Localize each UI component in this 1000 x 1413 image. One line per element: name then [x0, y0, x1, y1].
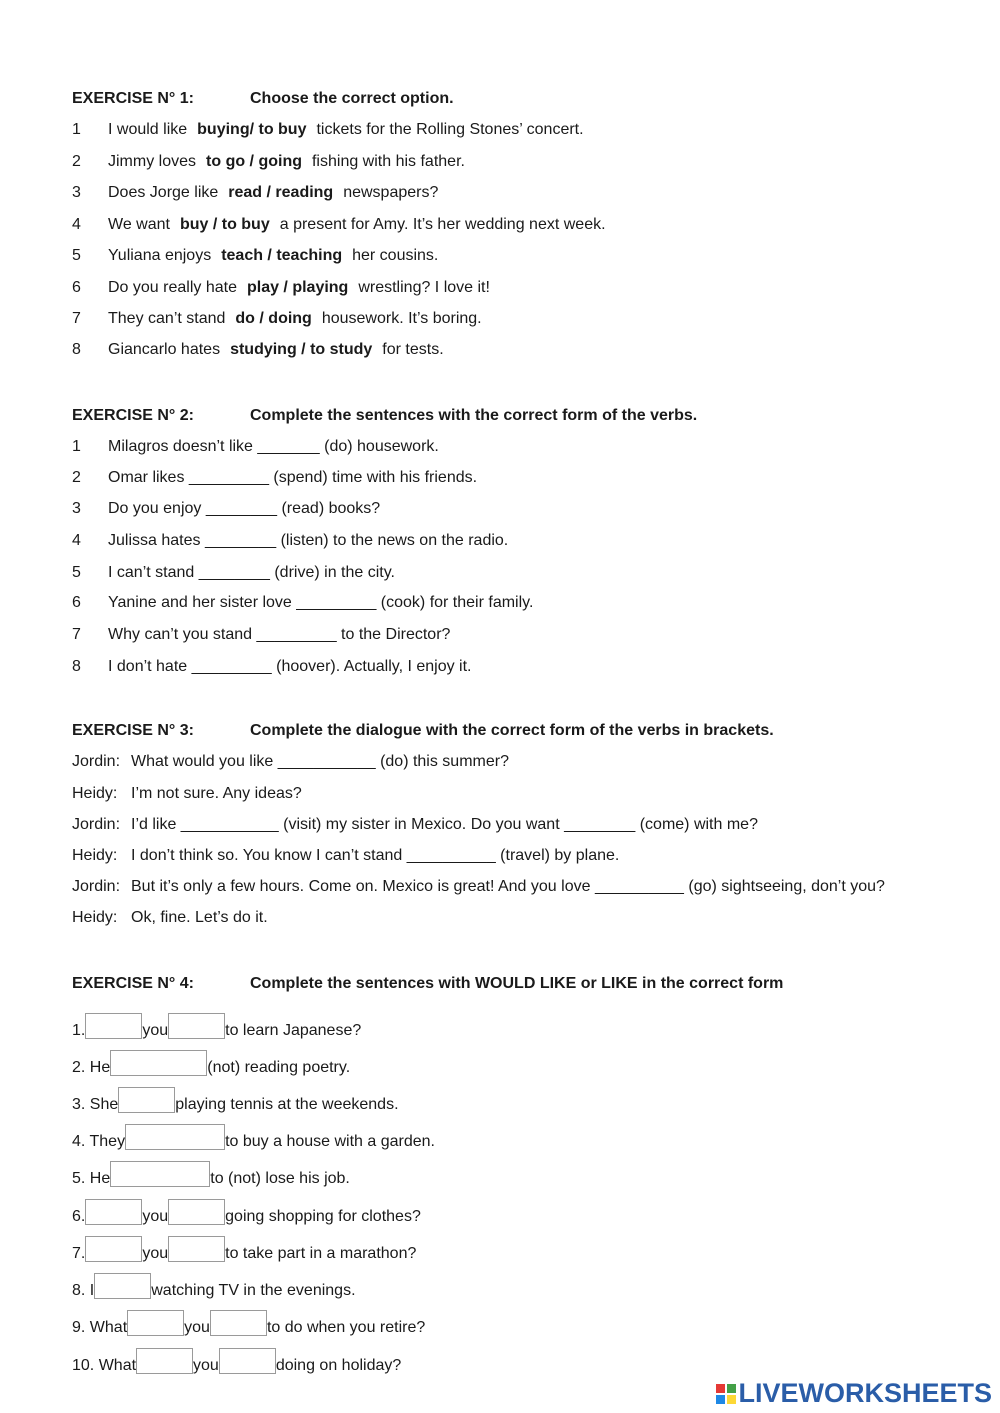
item-text: I don’t hate _________ (hoover). Actually, I enjoy it. [108, 658, 472, 675]
answer-box[interactable] [125, 1124, 225, 1150]
item-text: housework. It’s boring. [321, 310, 482, 327]
liveworksheets-logo [716, 1378, 992, 1409]
dialogue-text: I don’t think so. You know I can’t stand __________ (travel) by plane. [131, 847, 620, 864]
answer-box[interactable] [168, 1199, 225, 1225]
dialogue-line [72, 785, 302, 803]
item-number: 8 [72, 658, 81, 675]
item-text: fishing with his father. [311, 153, 465, 170]
item-text: 7. [72, 1245, 86, 1262]
item-text: Does Jorge like [108, 184, 219, 201]
answer-box[interactable] [85, 1199, 142, 1225]
exercise-1-instruction: Choose the correct option. [250, 90, 454, 107]
answer-box[interactable] [85, 1013, 142, 1039]
logo-square [727, 1395, 736, 1404]
speaker: Heidy: [72, 909, 118, 926]
item-text: I can’t stand ________ (drive) in the city. [108, 564, 395, 581]
ex1-item [72, 121, 584, 139]
answer-box[interactable] [210, 1310, 267, 1336]
item-number: 4 [72, 216, 81, 233]
exercise-4-heading [72, 975, 783, 993]
speaker: Heidy: [72, 847, 118, 864]
item-number: 1 [72, 438, 81, 455]
dialogue-line [72, 816, 758, 834]
item-text: to do when you retire? [266, 1319, 426, 1336]
item-text: Yuliana enjoys [108, 247, 212, 264]
answer-box[interactable] [94, 1273, 151, 1299]
item-text: Milagros doesn’t like _______ (do) housework. [108, 438, 439, 455]
item-text: 1. [72, 1022, 86, 1039]
exercise-1-heading [72, 90, 454, 108]
ex4-item [72, 1236, 416, 1263]
item-text: They can’t stand [108, 310, 226, 327]
item-number: 5 [72, 247, 81, 264]
item-number: 3 [72, 500, 81, 517]
answer-box[interactable] [219, 1348, 276, 1374]
item-text: watching TV in the evenings. [151, 1282, 356, 1299]
dialogue-text: But it’s only a few hours. Come on. Mexico is great! And you love __________ (go) sightseeing, don’t you? [131, 878, 885, 895]
ex4-item [72, 1013, 361, 1040]
ex4-item [72, 1050, 350, 1077]
ex4-item [72, 1348, 401, 1375]
item-text: newspapers? [343, 184, 439, 201]
exercise-3-label: EXERCISE N° 3: [72, 722, 194, 739]
answer-box[interactable] [110, 1050, 207, 1076]
logo-square [727, 1384, 736, 1393]
exercise-1-label: EXERCISE N° 1: [72, 90, 194, 107]
ex4-item [72, 1087, 399, 1114]
item-text: 4. They [72, 1133, 126, 1150]
item-text: tickets for the Rolling Stones’ concert. [316, 121, 584, 138]
item-text: 8. I [72, 1282, 95, 1299]
ex1-item [72, 184, 438, 202]
item-options: teach / teaching [221, 247, 343, 264]
dialogue-text: Ok, fine. Let’s do it. [131, 909, 268, 926]
item-text: to (not) lose his job. [210, 1170, 350, 1187]
item-number: 3 [72, 184, 81, 201]
exercise-4-instruction: Complete the sentences with WOULD LIKE or LIKE in the correct form [250, 975, 784, 992]
logo-square [716, 1384, 725, 1393]
item-text: 2. He [72, 1059, 111, 1076]
speaker: Heidy: [72, 785, 118, 802]
item-text: you [193, 1357, 219, 1374]
item-text: (not) reading poetry. [207, 1059, 351, 1076]
item-text: I would like [108, 121, 188, 138]
ex1-item [72, 153, 465, 171]
item-number: 6 [72, 279, 81, 296]
dialogue-line [72, 909, 268, 927]
item-options: studying / to study [230, 341, 373, 358]
ex1-item [72, 310, 482, 328]
ex2-item [72, 594, 533, 612]
item-text: 10. What [72, 1357, 137, 1374]
dialogue-line [72, 878, 885, 896]
item-text: 9. What [72, 1319, 128, 1336]
speaker: Jordin: [72, 753, 121, 770]
ex4-item [72, 1161, 350, 1188]
ex4-item [72, 1310, 425, 1337]
item-text: playing tennis at the weekends. [175, 1096, 399, 1113]
item-text: Do you enjoy ________ (read) books? [108, 500, 381, 517]
item-number: 2 [72, 469, 81, 486]
dialogue-text: I’d like ___________ (visit) my sister in Mexico. Do you want ________ (come) with me? [131, 816, 758, 833]
answer-box[interactable] [136, 1348, 193, 1374]
item-text: you [184, 1319, 210, 1336]
item-text: to learn Japanese? [225, 1022, 362, 1039]
ex4-item [72, 1124, 435, 1151]
ex2-item [72, 469, 477, 487]
ex2-item [72, 500, 380, 518]
item-number: 8 [72, 341, 81, 358]
ex1-item [72, 216, 606, 234]
answer-box[interactable] [168, 1013, 225, 1039]
item-text: you [142, 1245, 169, 1262]
logo-square [716, 1395, 725, 1404]
dialogue-text: What would you like ___________ (do) this summer? [131, 753, 509, 770]
item-text: Jimmy loves [108, 153, 197, 170]
dialogue-text: I’m not sure. Any ideas? [131, 785, 302, 802]
item-options: buying/ to buy [197, 121, 307, 138]
exercise-3-instruction: Complete the dialogue with the correct form of the verbs in brackets. [250, 722, 774, 739]
logo-icon [716, 1384, 736, 1404]
item-number: 7 [72, 626, 81, 643]
speaker: Jordin: [72, 878, 121, 895]
ex4-item [72, 1273, 356, 1300]
item-options: play / playing [246, 279, 349, 296]
item-number: 7 [72, 310, 81, 327]
item-text: Yanine and her sister love _________ (cook) for their family. [108, 594, 534, 611]
item-number: 6 [72, 594, 81, 611]
exercise-2-heading [72, 407, 697, 425]
ex2-item [72, 564, 395, 582]
ex2-item [72, 438, 439, 456]
item-text: Julissa hates ________ (listen) to the news on the radio. [108, 532, 509, 549]
item-text: 5. He [72, 1170, 111, 1187]
item-text: a present for Amy. It’s her wedding next week. [279, 216, 606, 233]
answer-box[interactable] [85, 1236, 142, 1262]
ex2-item [72, 658, 472, 676]
item-text: for tests. [382, 341, 444, 358]
item-text: Why can’t you stand _________ to the Director? [108, 626, 451, 643]
item-text: We want [108, 216, 170, 233]
ex2-item [72, 626, 450, 644]
item-text: Do you really hate [108, 279, 237, 296]
speaker: Jordin: [72, 816, 121, 833]
item-text: to take part in a marathon? [225, 1245, 417, 1262]
item-options: to go / going [206, 153, 302, 170]
ex1-item [72, 247, 438, 265]
item-number: 4 [72, 532, 81, 549]
item-text: Giancarlo hates [108, 341, 221, 358]
ex4-item [72, 1199, 421, 1226]
item-options: do / doing [235, 310, 312, 327]
item-text: you [142, 1208, 169, 1225]
item-text: you [142, 1022, 169, 1039]
item-number: 2 [72, 153, 81, 170]
item-text: Omar likes _________ (spend) time with his friends. [108, 469, 478, 486]
answer-box[interactable] [110, 1161, 210, 1187]
item-text: 3. She [72, 1096, 119, 1113]
item-number: 5 [72, 564, 81, 581]
item-options: read / reading [228, 184, 334, 201]
exercise-2-instruction: Complete the sentences with the correct form of the verbs. [250, 407, 698, 424]
item-text: 6. [72, 1208, 86, 1225]
ex1-item [72, 341, 444, 359]
item-text: to buy a house with a garden. [225, 1133, 435, 1150]
item-text: wrestling? I love it! [358, 279, 490, 296]
ex2-item [72, 532, 508, 550]
exercise-4-label: EXERCISE N° 4: [72, 975, 194, 992]
answer-box[interactable] [127, 1310, 184, 1336]
item-text: going shopping for clothes? [225, 1208, 421, 1225]
logo-text: LIVEWORKSHEETS [738, 1378, 992, 1408]
item-number: 1 [72, 121, 81, 138]
item-options: buy / to buy [179, 216, 270, 233]
dialogue-line [72, 847, 619, 865]
exercise-2-label: EXERCISE N° 2: [72, 407, 194, 424]
item-text: her cousins. [352, 247, 439, 264]
answer-box[interactable] [168, 1236, 225, 1262]
dialogue-line [72, 753, 509, 771]
answer-box[interactable] [118, 1087, 175, 1113]
item-text: doing on holiday? [275, 1357, 402, 1374]
exercise-3-heading [72, 722, 774, 740]
ex1-item [72, 279, 490, 297]
